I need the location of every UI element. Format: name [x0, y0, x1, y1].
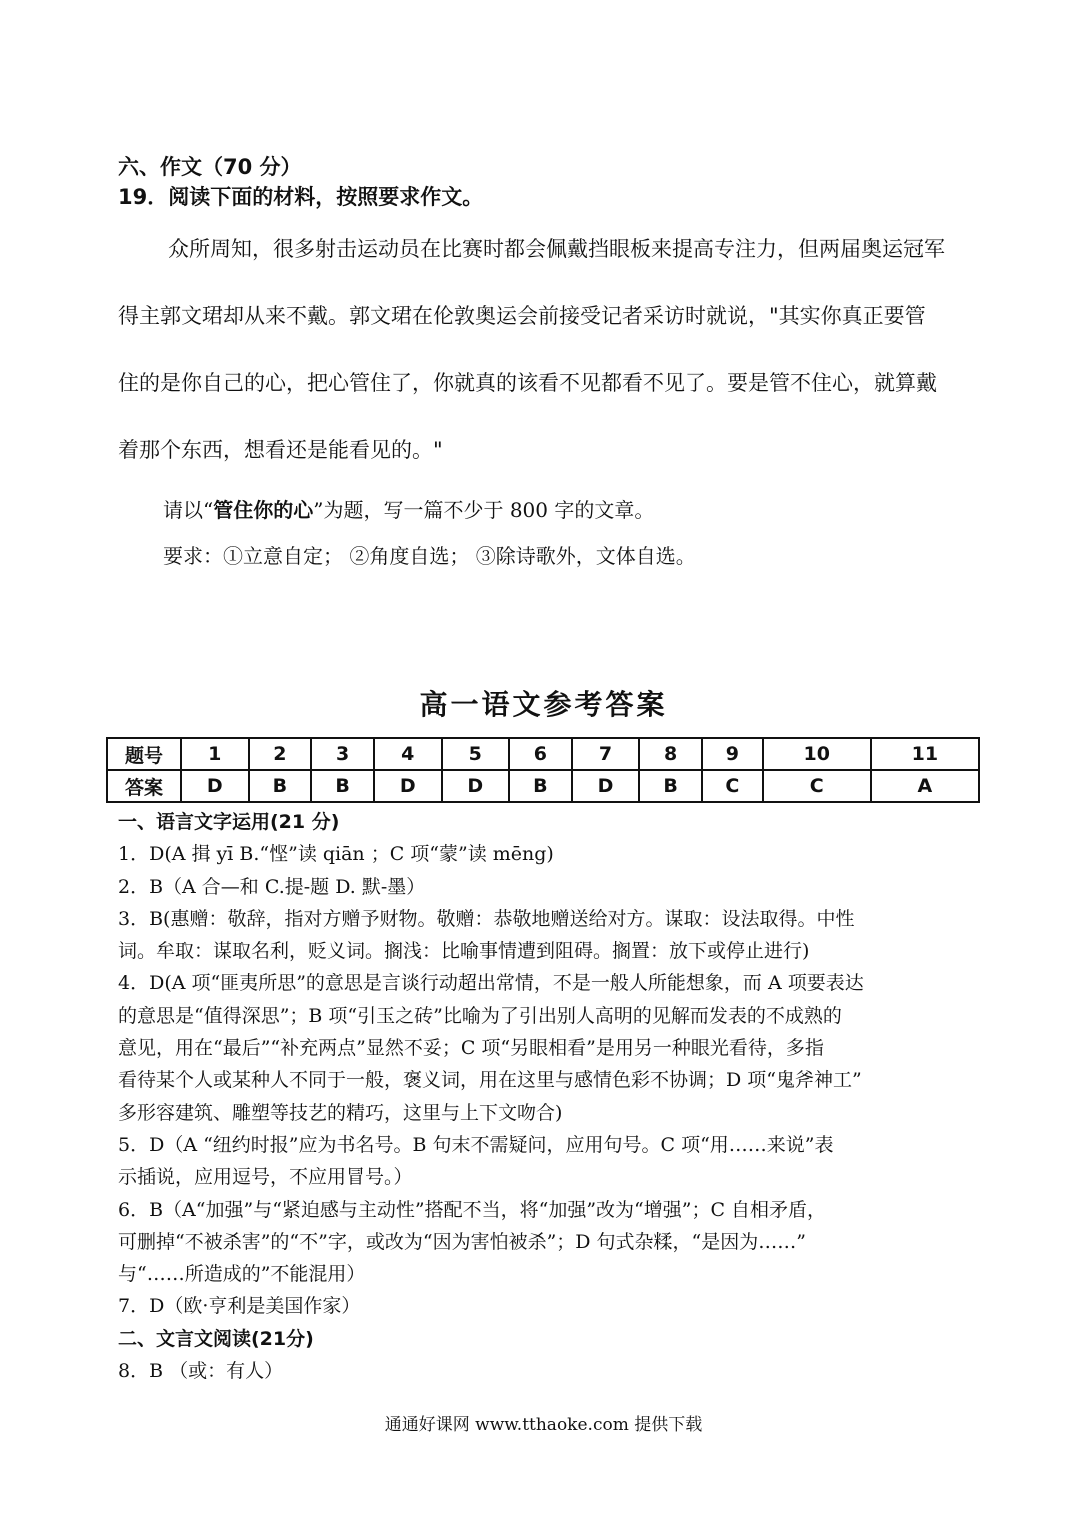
section-heading: 一、语言文字运用(21 分) [118, 811, 340, 833]
answer-cell: A [871, 770, 979, 802]
answer-cell: B [509, 770, 572, 802]
table-row [107, 738, 979, 770]
answer-cell: D [374, 770, 442, 802]
question-number: 1 [181, 738, 249, 770]
question-number: 6 [509, 738, 572, 770]
section-heading: 二、文言文阅读(21分) [118, 1327, 314, 1350]
essay-title: 管住你的心 [213, 498, 314, 522]
footer-source: 通通好课网 www.tthaoke.com 提供下载 [384, 1415, 703, 1435]
answer-cell: B [311, 770, 374, 802]
section-heading: 六、作文（70 分） [118, 155, 302, 179]
question-number: 8 [639, 738, 702, 770]
explanation-line: 的意思是“值得深思”；B 项“引玉之砖”比喻为了引出别人高明的见解而发表的不成熟的 [118, 1004, 842, 1027]
explanation-line: 6．B（A“加强”与“紧迫感与主动性”搭配不当，将“加强”改为“增强”；C 自相矛盾， [118, 1198, 827, 1221]
answer-cell: D [181, 770, 249, 802]
essay-requirements: 要求：①立意自定； ②角度自选； ③除诗歌外，文体自选。 [163, 544, 696, 568]
explanation-line: 3．B(惠赠：敬辞，指对方赠予财物。敬赠：恭敬地赠送给对方。谋取：设法取得。中性 [118, 907, 855, 930]
answer-cell: C [763, 770, 871, 802]
question-number: 3 [311, 738, 374, 770]
explanation-line: 8．B （或：有人） [118, 1360, 284, 1383]
question-number: 5 [442, 738, 510, 770]
answer-cell: B [639, 770, 702, 802]
row-label: 题号 [107, 738, 181, 770]
material-line: 着那个东西，想看还是能看见的。" [118, 438, 443, 462]
essay-instructions [118, 487, 980, 579]
explanation-line: 7．D（欧·亨利是美国作家） [118, 1295, 361, 1318]
explanation-line: 多形容建筑、雕塑等技艺的精巧，这里与上下文吻合) [118, 1101, 563, 1124]
question-number: 9 [702, 738, 763, 770]
table-row [107, 770, 979, 802]
question-number: 10 [763, 738, 871, 770]
answer-cell: C [702, 770, 763, 802]
explanation-line: 5．D（A “纽约时报”应为书名号。B 句末不需疑问，应用句号。C 项“用……来说”表 [118, 1133, 834, 1156]
explanation-line: 词。牟取：谋取名利，贬义词。搁浅：比喻事情遭到阻碍。搁置：放下或停止进行) [118, 940, 810, 963]
answer-cell: D [442, 770, 510, 802]
answer-cell: B [249, 770, 312, 802]
row-label: 答案 [107, 770, 181, 802]
explanation-line: 1．D(A 揖 yī B.“悭”读 qiān ；C 项“蒙”读 mēng) [118, 843, 554, 866]
question-number: 7 [572, 738, 640, 770]
answer-key-title: 高一语文参考答案 [419, 688, 668, 721]
question-number: 11 [871, 738, 979, 770]
explanation-line: 看待某个人或某种人不同于一般，褒义词，用在这里与感情色彩不协调；D 项“鬼斧神工” [118, 1069, 862, 1092]
explanation-line: 4．D(A 项“匪夷所思”的意思是言谈行动超出常情，不是一般人所能想象，而 A 项要表达 [118, 972, 864, 995]
question-19: 19．阅读下面的材料，按照要求作文。 [118, 185, 484, 209]
explanation-line: 意见，用在“最后”“补充两点”显然不妥；C 项“另眼相看”是用另一种眼光看待，多指 [118, 1037, 824, 1060]
question-number: 4 [374, 738, 442, 770]
explanations [118, 806, 980, 1387]
essay-prompt: 请以“管住你的心”为题，写一篇不少于 800 字的文章。 [163, 498, 655, 522]
material-line: 众所周知，很多射击运动员在比赛时都会佩戴挡眼板来提高专注力，但两届奥运冠军 [168, 237, 945, 261]
essay-section [118, 152, 980, 212]
question-number: 2 [249, 738, 312, 770]
explanation-line: 可删掉“不被杀害”的“不”字，或改为“因为害怕被杀”；D 句式杂糅，“是因为……” [118, 1230, 806, 1253]
explanation-line: 2．B（A 合—和 C.提-题 D. 默-墨） [118, 875, 426, 898]
material-line: 得主郭文珺却从来不戴。郭文珺在伦敦奥运会前接受记者采访时就说，"其实你真正要管 [118, 304, 926, 328]
material-line: 住的是你自己的心，把心管住了，你就真的该看不见都看不见了。要是管不住心，就算戴 [118, 371, 937, 395]
answer-table [106, 737, 980, 803]
essay-material [118, 216, 980, 484]
explanation-line: 示插说，应用逗号，不应用冒号。） [118, 1166, 413, 1189]
answer-cell: D [572, 770, 640, 802]
explanation-line: 与“……所造成的”不能混用） [118, 1263, 366, 1286]
